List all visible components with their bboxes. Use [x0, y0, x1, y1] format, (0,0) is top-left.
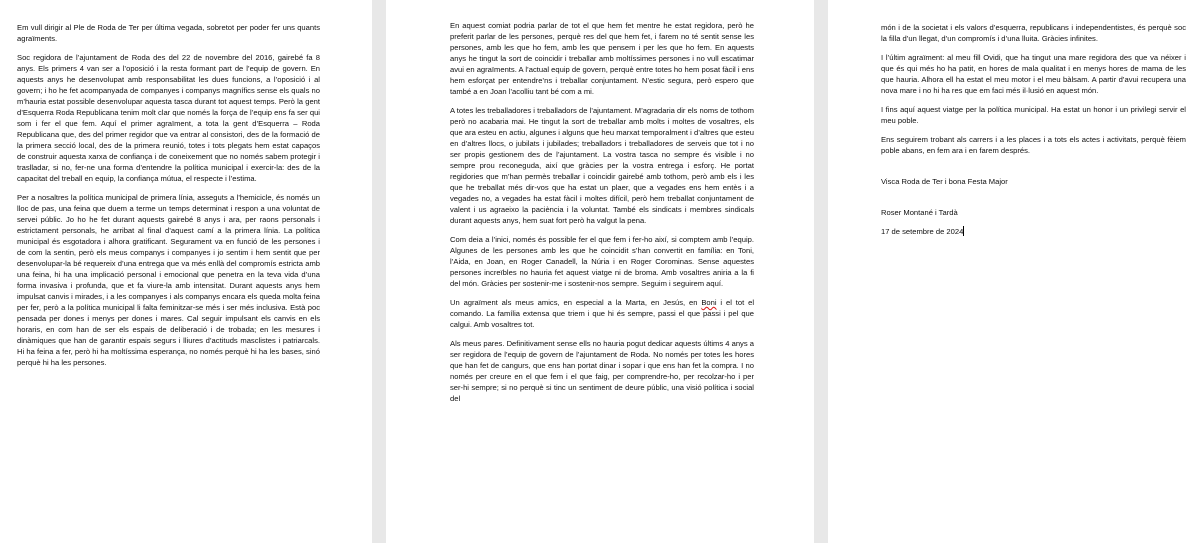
text-run: Un agraïment als meus amics, en especial a la Marta, en Jesús, en [450, 298, 702, 307]
paragraph: Com deia a l’inici, només és possible fer el que fem i fer-ho així, si comptem amb l’equip. Algunes de les persones amb les que he coincidit s’han convertit en família: en Toni, l’Aida, en Joan, en Roger Canadell, la Núria i en Roger Corominas. Sense aquestes persones increïbles no hauria fet aquest viatge ni de broma. Amb vosaltres aniria a la fi del món. Gràcies per sostenir-me i sostenir-nos sempre. Seguim i seguirem aquí. [450, 235, 754, 288]
signature-date: 17 de setembre de 2024 [881, 227, 964, 236]
document-page-3[interactable] [828, 0, 1200, 543]
paragraph: En aquest comiat podria parlar de tot el que hem fet mentre he estat regidora, però he preferit parlar de les persones, perquè res del que hem fet, i farem no té sentit sense les persones, amb les que ho fem, amb les que pensem i per les que ho fem. En aquests anys he tingut la sort de coincidir i treballar amb moltíssimes persones i no vull escatimar avui en agraïments. A l’actual equip de govern, perquè entre totes ho hem posat fàcil i ens hem esforçat per entendre’ns i treballar conjuntament. N’estic segura, però espero que també a en Joan l’acolliu tant bé com a mi. [450, 21, 754, 96]
text-run: i el tot el comando. La família extensa que triem i que hi és sempre, passi el que passi i pel que calgui. Amb vosaltres tot. [450, 298, 755, 329]
text-cursor [963, 226, 964, 236]
signature-date-line [881, 226, 1186, 237]
spellcheck-flagged-word[interactable]: Boni [701, 298, 717, 307]
paragraph: Em vull dirigir al Ple de Roda de Ter per última vegada, sobretot per poder fer uns quants agraïments. [17, 23, 320, 43]
paragraph: A totes les treballadores i treballadors de l’ajuntament. M’agradaria dir els noms de tothom però no acabaria mai. He tingut la sort de treballar amb molts i moltes de vosaltres, els que ara esteu en actiu, algunes i alguns que heu marxat temporalment i d’altres que esteu en d’altres llocs, o jubilats i jubilades; treballadors i treballadores de serveis que tot i no ser propis gestionem des de l’ajuntament. La vostra tasca no sempre és visible i no sempre prou reconeguda, així que gràcies per la vostra entrega i esforç. He portat regidories que m’han permès treballar i coincidir gairebé amb tothom, però amb els i les que he treballat més dir-vos que ha estat un plaer, que a vegades ens hem entès i a vegades no, a vegades ha estat fàcil i moltes difícil, però hem treballat conjuntament de valent i us agraeixo la paciència i la voluntat. També els sindicats i membres sindicals durant aquests anys, hem suat fort però ha valgut la pena. [450, 106, 754, 225]
document-page-2[interactable] [386, 0, 814, 543]
closing-line: Visca Roda de Ter i bona Festa Major [881, 177, 1008, 186]
paragraph: món i de la societat i els valors d’esquerra, republicans i independentistes, és perquè soc la filla d’un llegat, d’un compromís i d’una lluita. Gràcies infinites. [881, 23, 1186, 43]
paragraph: I fins aquí aquest viatge per la política municipal. Ha estat un honor i un privilegi servir el meu poble. [881, 105, 1186, 125]
paragraph: Ens seguirem trobant als carrers i a les places i a tots els actes i activitats, perquè fèiem poble abans, en fem ara i en farem després. [881, 135, 1186, 155]
document-page-1[interactable] [0, 0, 372, 543]
paragraph: Als meus pares. Definitivament sense ells no hauria pogut dedicar aquests últims 4 anys a ser regidora de l’equip de govern de l’ajuntament de Roda. No només per totes les hores que han fet de cangurs, que ens han portat dinar i sopar i que ens han fet la compra. I no només per creure en el que fem i el que faig, per comprendre-ho, per recolzar-ho i per ser-hi sempre; si no perquè si tinc un sentiment de deure públic, una visió política i social del [450, 339, 754, 403]
signature-name: Roser Montané i Tardà [881, 208, 958, 217]
paragraph: I l’últim agraïment: al meu fill Ovidi, que ha tingut una mare regidora des que va néixer i que és qui més ho ha patit, en hores de mala qualitat i en menys hores de mama de les que hauria. Alhora ell ha estat el meu motor i el meu bàlsam. A partir d’avui recupera una nova mare i no hi ha res que em faci més il·lusió en aquest món. [881, 53, 1186, 95]
paragraph: Per a nosaltres la política municipal de primera línia, asseguts a l’hemicicle, és només un lloc de pas, una feina que duem a terme un temps determinat i respon a una voluntat de servei públic. Jo ho he fet durant aquests gairebé 8 anys i ara, per raons personals i estrictament personals, he arribat al final d’aquest camí a la primera línia. La política municipal és esgotadora i alhora gratificant. Segurament va en funció de les persones i de com la sentin, però els meus companys i companyes i jo sentim i hem sentit que per desenvolupar-la bé requereix d’una entrega que va més enllà del compromís estricta amb una feina, hi ha una implicació personal i emocional que penetra en la teva vida d’una forma invasiva i profunda, que et fa viure-la amb intensitat. Durant aquests anys hem impulsat canvis i mirades, i a les companyes i als companys encara els queda molta feina per fer, però a la política municipal li falta feminitzar-se més i ser més inclusiva. Està poc pensada per dones i menys per dones i mares. Cal seguir impulsant els canvis en els horaris, en com han de ser els espais de deliberació i de trobada; en les mesures i dinàmiques que han de garantir espais segurs i lliures d’actituds masclistes i patriarcals. Hi ha feina a fer, però hi ha moltíssima esperança, no només perquè hi ha les bases, sinó perquè hi ha les persones. [17, 193, 320, 367]
paragraph-friends-thanks [450, 297, 754, 330]
paragraph: Soc regidora de l’ajuntament de Roda des del 22 de novembre del 2016, gairebé fa 8 anys. Els primers 4 van ser a l’oposició i la resta formant part de l’equip de govern. En aquests anys he desenvolupat amb responsabilitat les dues funcions, a l’oposició i al govern; i ho he fet acompanyada de companyes i companys magnífics sense els quals no m’hauria estat possible desenvolupar aquesta tasca durant tot aquest temps. Però la gent d’Esquerra Roda Republicana tenim molt clar que només la força de l’equip ens fa ser qui som i fer el que fem. Aquí el primer agraïment, a tota la gent d’Esquerra – Roda Republicana que, des del primer regidor que va entrar al consistori, des de la formació de la primera secció local, des de la primera reunió, totes i tots plegats hem estat capaços de construir aquesta xarxa de confiança i de coneixement que no només sabem protegir i traslladar, si no, fer-ne una forma d’entendre la política municipal i exercir-la: des de la capacitat del treball en equip, la confiança mútua, el respecte i l’estima. [17, 53, 320, 183]
